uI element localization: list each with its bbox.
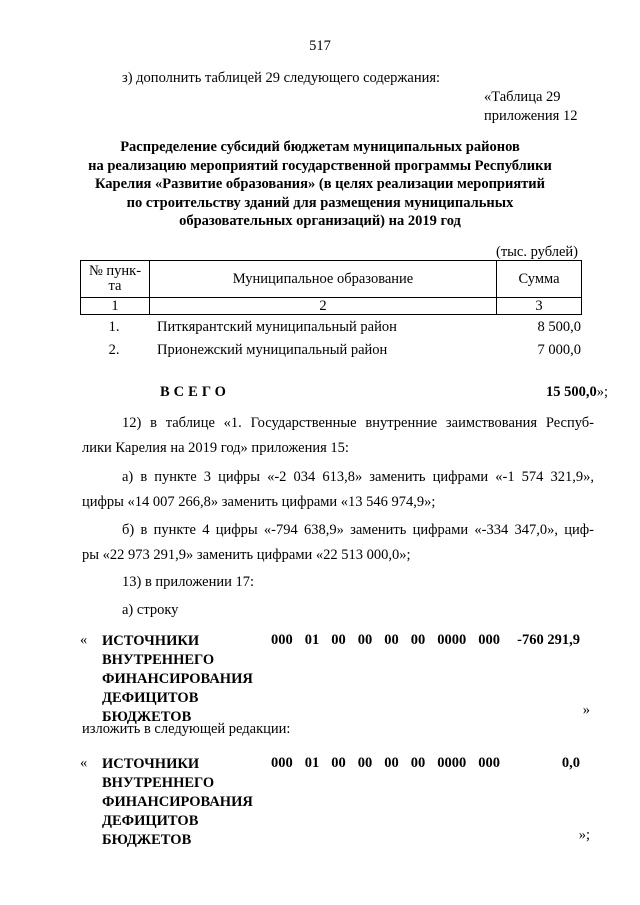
row-sum: 7 000,0 [537,342,581,358]
paragraph-a2: а) строку [122,602,179,618]
row-num: 1. [108,319,120,335]
table-heading [60,138,580,231]
source-value: 0,0 [561,755,580,771]
source-row-new [80,755,600,848]
heading-line3: Карелия «Развитие образования» (в целях реализации мероприятий [94,176,546,192]
intro-line: з) дополнить таблицей 29 следующего содержания: [122,70,441,86]
index-cell-3: 3 [497,298,582,315]
paragraph-13: 13) в приложении 17: [122,574,255,590]
index-cell-1: 1 [81,298,150,315]
heading-line5: образовательных организаций) на 2019 год [179,213,461,229]
code-part: 00 [384,632,399,648]
heading-line1: Распределение субсидий бюджетам муниципальных районов [120,139,520,155]
code-part: 00 [357,755,373,771]
paragraph-b-line2: ры «22 973 291,9» заменить цифрами «22 513 000,0»; [82,547,411,563]
paragraph-12-line1: 12) в таблице «1. Государственные внутренние заимствования Респуб- [122,415,594,431]
units-note: (тыс. рублей) [496,244,578,260]
paragraph-a-line1: а) в пункте 3 цифры «-2 034 613,8» заменить цифрами «-1 574 321,9», [122,469,594,485]
paragraph-b-line1: б) в пункте 4 цифры «-794 638,9» заменить цифрами «-334 347,0», циф- [122,522,594,538]
budget-code [271,755,512,772]
index-cell-2: 2 [150,298,497,315]
header-name: Муниципальное образование [150,261,497,298]
total-amount: 15 500,0 [545,384,597,400]
row-name: Питкярантский муниципальный район [157,319,397,335]
code-part: 000 [271,755,293,771]
budget-code [271,632,512,649]
code-part: 0000 [437,755,467,771]
table-index-row [81,298,582,315]
code-part: 01 [304,632,320,648]
total-label: ВСЕГО [160,384,230,400]
replace-note: изложить в следующей редакции: [82,721,291,737]
code-part: 0000 [437,632,467,648]
row-num: 2. [108,342,120,358]
heading-line4: по строительству зданий для размещения муниципальных [126,194,514,211]
code-part: 000 [271,632,293,648]
header-num: № пунк- та [81,261,150,298]
source-title: ИСТОЧНИКИ ВНУТРЕННЕГО ФИНАНСИРОВАНИЯ ДЕФИЦИТОВ БЮДЖЕТОВ [102,633,253,725]
source-value: -760 291,9 [517,632,580,648]
close-quote: »; [578,827,590,843]
paragraph-a-line2: цифры «14 007 266,8» заменить цифрами «13 546 974,9»; [82,494,436,510]
code-part: 01 [304,755,320,771]
code-part: 00 [410,632,426,648]
total-value [440,384,608,401]
total-suffix: »; [596,384,608,400]
table-caption-line2: приложения 12 [484,108,578,124]
table-caption [484,88,577,126]
source-row-old [80,632,600,725]
table-caption-line1: «Таблица 29 [484,89,561,105]
code-part: 00 [384,755,399,771]
open-quote: « [80,755,88,771]
paragraph-12-line2: лики Карелия на 2019 год» приложения 15: [82,440,349,456]
code-part: 000 [478,632,500,648]
table-header-row [81,261,582,298]
code-part: 000 [478,755,500,771]
row-sum: 8 500,0 [537,319,581,335]
code-part: 00 [331,755,346,771]
code-part: 00 [410,755,426,771]
row-name: Прионежский муниципальный район [157,342,388,358]
header-sum: Сумма [497,261,582,298]
source-title: ИСТОЧНИКИ ВНУТРЕННЕГО ФИНАНСИРОВАНИЯ ДЕФИЦИТОВ БЮДЖЕТОВ [102,756,253,848]
code-part: 00 [357,632,373,648]
page-number: 517 [309,38,331,54]
open-quote: « [80,632,88,648]
code-part: 00 [331,632,346,648]
subsidy-table [80,260,582,315]
heading-line2: на реализацию мероприятий государственной программы Республики [88,157,552,174]
close-quote: » [582,702,590,718]
